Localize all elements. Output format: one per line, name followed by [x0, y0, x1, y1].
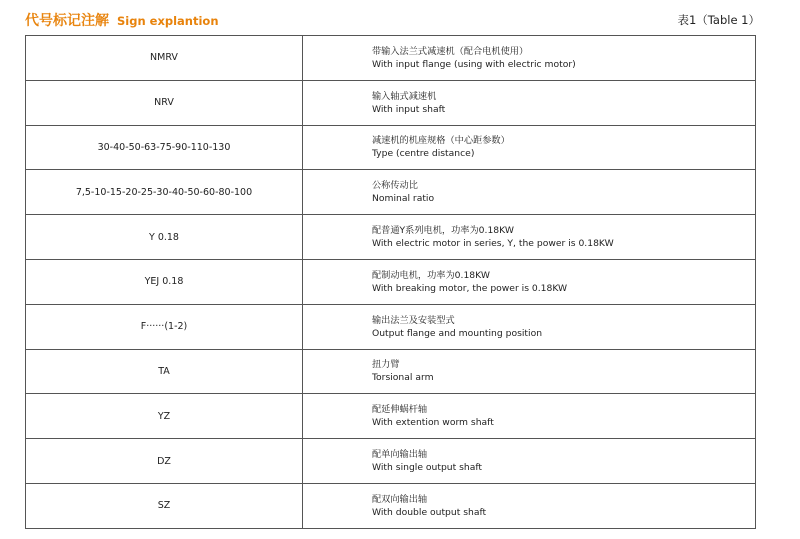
table-reference: 表1（Table 1）	[677, 13, 760, 27]
description-chinese: 减速机的机座规格（中心距参数）	[372, 135, 510, 147]
sign-description	[303, 125, 756, 170]
description-english: With extention worm shaft	[372, 417, 494, 429]
title-english: Sign explantion	[117, 14, 219, 28]
sign-code: Y 0.18	[26, 215, 303, 260]
sign-code: TA	[26, 349, 303, 394]
sign-code: NRV	[26, 80, 303, 125]
description-english: Nominal ratio	[372, 193, 435, 205]
table-row	[26, 215, 756, 260]
description-chinese: 配制动电机，功率为0.18KW	[372, 269, 490, 281]
description-chinese: 配延伸蜗杆轴	[372, 404, 428, 416]
sign-code: YZ	[26, 394, 303, 439]
description-chinese: 配单向输出轴	[372, 449, 428, 461]
sign-description	[303, 36, 756, 81]
description-chinese: 配普通Y系列电机，功率为0.18KW	[372, 225, 514, 237]
description-english: Output flange and mounting position	[372, 327, 543, 339]
sign-code: F······(1-2)	[26, 304, 303, 349]
sign-description	[303, 304, 756, 349]
description-chinese: 带输入法兰式减速机（配合电机使用）	[372, 45, 529, 57]
table-row	[26, 394, 756, 439]
description-chinese: 扭力臂	[372, 359, 400, 371]
sign-table-body	[26, 36, 756, 529]
description-chinese: 配双向输出轴	[372, 493, 428, 505]
description-chinese: 输入轴式减速机	[372, 90, 437, 102]
sign-code: 30-40-50-63-75-90-110-130	[26, 125, 303, 170]
description-english: With double output shaft	[372, 506, 487, 518]
title-chinese: 代号标记注解	[25, 13, 109, 29]
table-row	[26, 349, 756, 394]
table-row	[26, 439, 756, 484]
table-row	[26, 483, 756, 528]
table-row	[26, 80, 756, 125]
description-english: With single output shaft	[372, 462, 483, 474]
table-row	[26, 36, 756, 81]
sign-code: YEJ 0.18	[26, 259, 303, 304]
description-english: Torsional arm	[372, 372, 434, 384]
header	[25, 10, 760, 30]
sign-code: NMRV	[26, 36, 303, 81]
description-english: With input shaft	[372, 103, 446, 115]
description-english: With breaking motor, the power is 0.18KW	[372, 282, 568, 294]
sign-description	[303, 259, 756, 304]
table-row	[26, 259, 756, 304]
sign-description	[303, 483, 756, 528]
sign-code: 7,5-10-15-20-25-30-40-50-60-80-100	[26, 170, 303, 215]
description-chinese: 公称传动比	[372, 180, 418, 192]
sign-code: DZ	[26, 439, 303, 484]
sign-description	[303, 80, 756, 125]
description-chinese: 输出法兰及安装型式	[372, 314, 455, 326]
description-english: Type (centre distance)	[372, 148, 475, 160]
sign-description	[303, 170, 756, 215]
sign-description	[303, 394, 756, 439]
table-row	[26, 125, 756, 170]
page-title	[25, 10, 219, 30]
sign-table	[25, 35, 756, 529]
table-row	[26, 304, 756, 349]
sign-description	[303, 215, 756, 260]
sign-code: SZ	[26, 483, 303, 528]
sign-description	[303, 349, 756, 394]
sign-description	[303, 439, 756, 484]
table-row	[26, 170, 756, 215]
description-english: With input flange (using with electric motor)	[372, 58, 576, 70]
description-english: With electric motor in series, Y, the power is 0.18KW	[372, 238, 614, 250]
